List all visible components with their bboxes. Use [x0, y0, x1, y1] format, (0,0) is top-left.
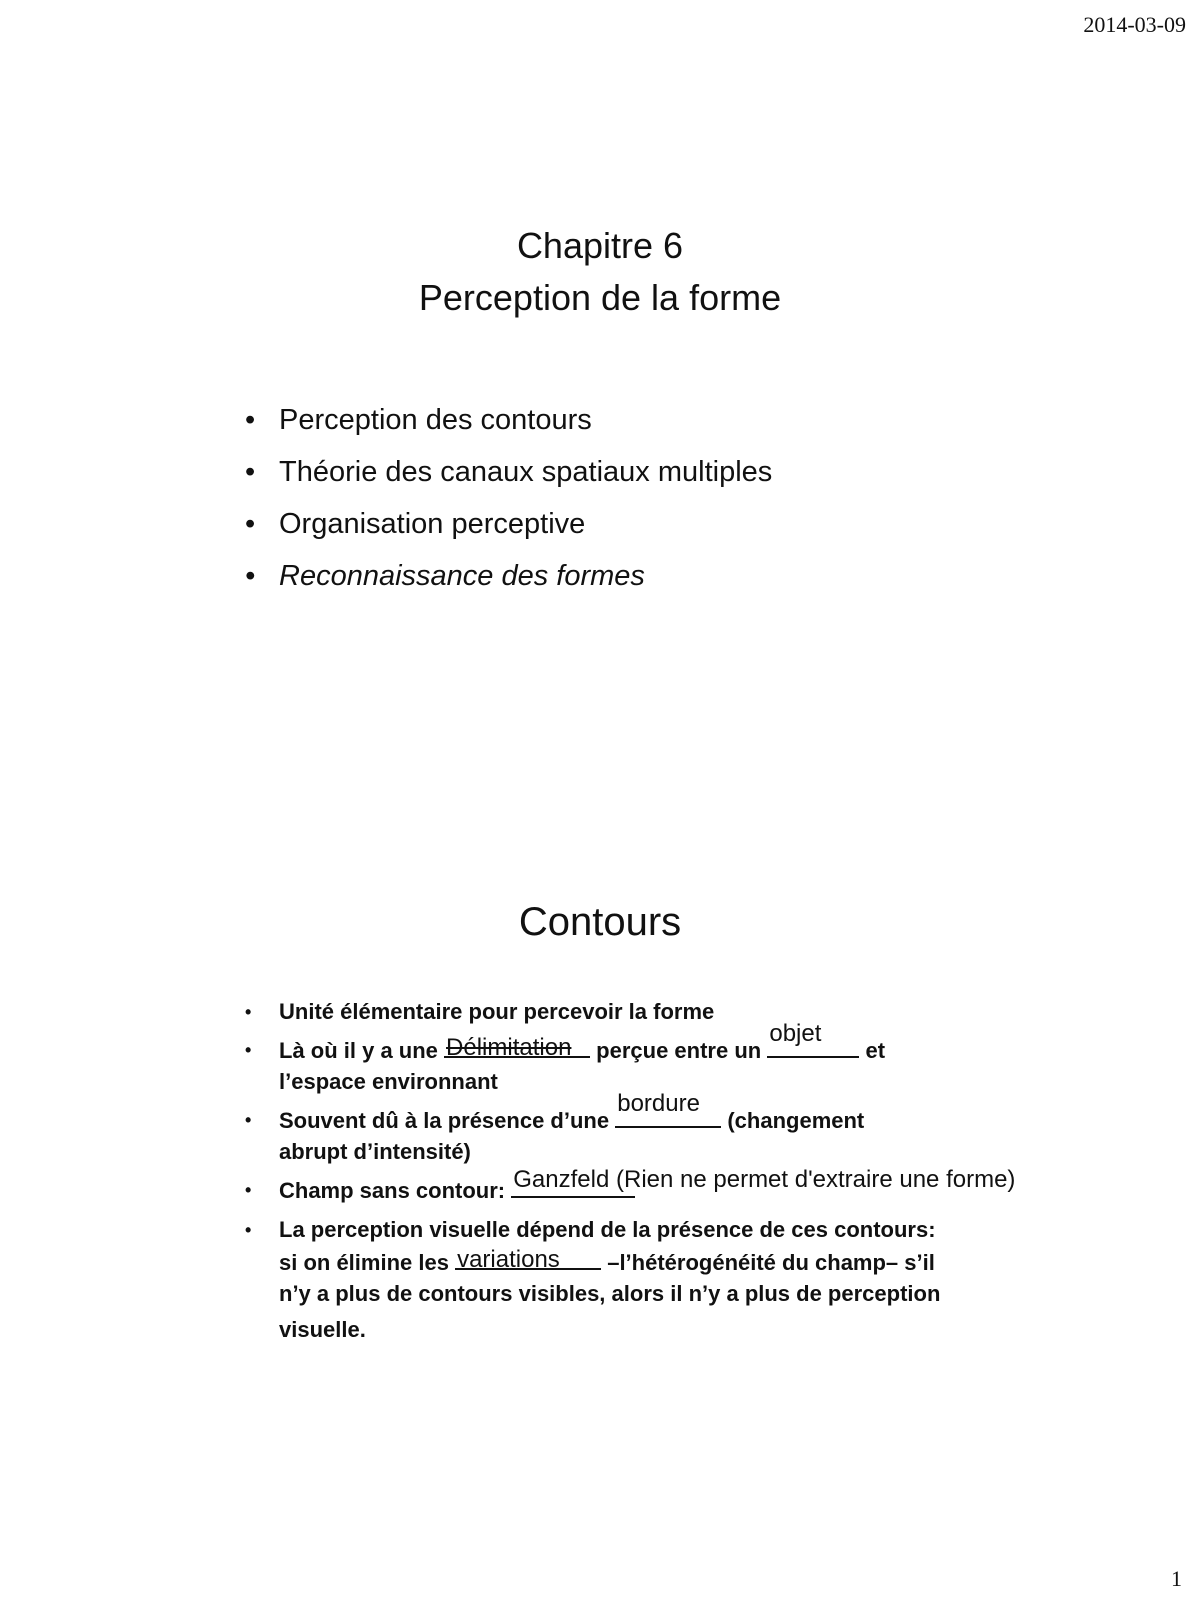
- handwritten-answer: bordure: [617, 1090, 700, 1117]
- bullet-dot: •: [245, 1220, 252, 1240]
- bullet-text: –l’hétérogénéité du champ– s’il: [607, 1250, 935, 1275]
- fill-blank-ganzfeld: [511, 1166, 1016, 1198]
- bullet-text: n’y a plus de contours visibles, alors il n’y a plus de perception: [279, 1281, 941, 1306]
- bullet-dot: •: [245, 1002, 252, 1022]
- list-item: • Reconnaissance des formes: [245, 556, 772, 608]
- handwritten-answer: objet: [769, 1020, 822, 1047]
- bullet-text: (changement: [727, 1108, 865, 1133]
- bullet-text: et: [865, 1038, 886, 1063]
- bullet-text: Champ sans contour:: [279, 1178, 506, 1203]
- bullet-text: abrupt d’intensité): [279, 1139, 471, 1164]
- handwritten-answer: variations: [457, 1246, 560, 1273]
- bullet-text: l’espace environnant: [279, 1069, 498, 1094]
- list-item: • Organisation perceptive: [245, 504, 772, 556]
- bullet-text: si on élimine les: [279, 1250, 449, 1275]
- bullet-dot: •: [245, 1040, 252, 1060]
- handwritten-answer: Délimitation: [446, 1034, 572, 1061]
- chapter-heading: Chapitre 6: [516, 225, 684, 266]
- slide1-bullet-list: [245, 400, 772, 608]
- slide2-title: Contours: [518, 900, 682, 944]
- fill-blank-objet: [767, 1020, 859, 1058]
- slide1-title: [0, 220, 1200, 324]
- bullet-text: Unité élémentaire pour percevoir la forme: [279, 999, 715, 1024]
- bullet-text: Là où il y a une: [279, 1038, 438, 1063]
- bullet-text: La perception visuelle dépend de la présence de ces contours:: [279, 1217, 936, 1242]
- fill-blank-delimitation: [444, 1034, 590, 1061]
- list-item: • Théorie des canaux spatiaux multiples: [245, 452, 772, 504]
- fill-blank-variations: [455, 1246, 601, 1273]
- bullet-dot: •: [245, 1180, 252, 1200]
- bullet-text: visuelle.: [279, 1317, 366, 1342]
- page-date: 2014-03-09: [1083, 12, 1186, 37]
- handwritten-answer: Ganzfeld (Rien ne permet d'extraire une forme): [513, 1166, 1016, 1193]
- bullet-text: Souvent dû à la présence d’une: [279, 1108, 610, 1133]
- chapter-subtitle: Perception de la forme: [418, 277, 782, 318]
- list-item: • Perception des contours: [245, 400, 772, 452]
- bullet-dot: •: [245, 1110, 252, 1130]
- fill-blank-bordure: [615, 1090, 721, 1128]
- bullet-text: perçue entre un: [596, 1038, 762, 1063]
- page-number: 1: [1171, 1566, 1182, 1591]
